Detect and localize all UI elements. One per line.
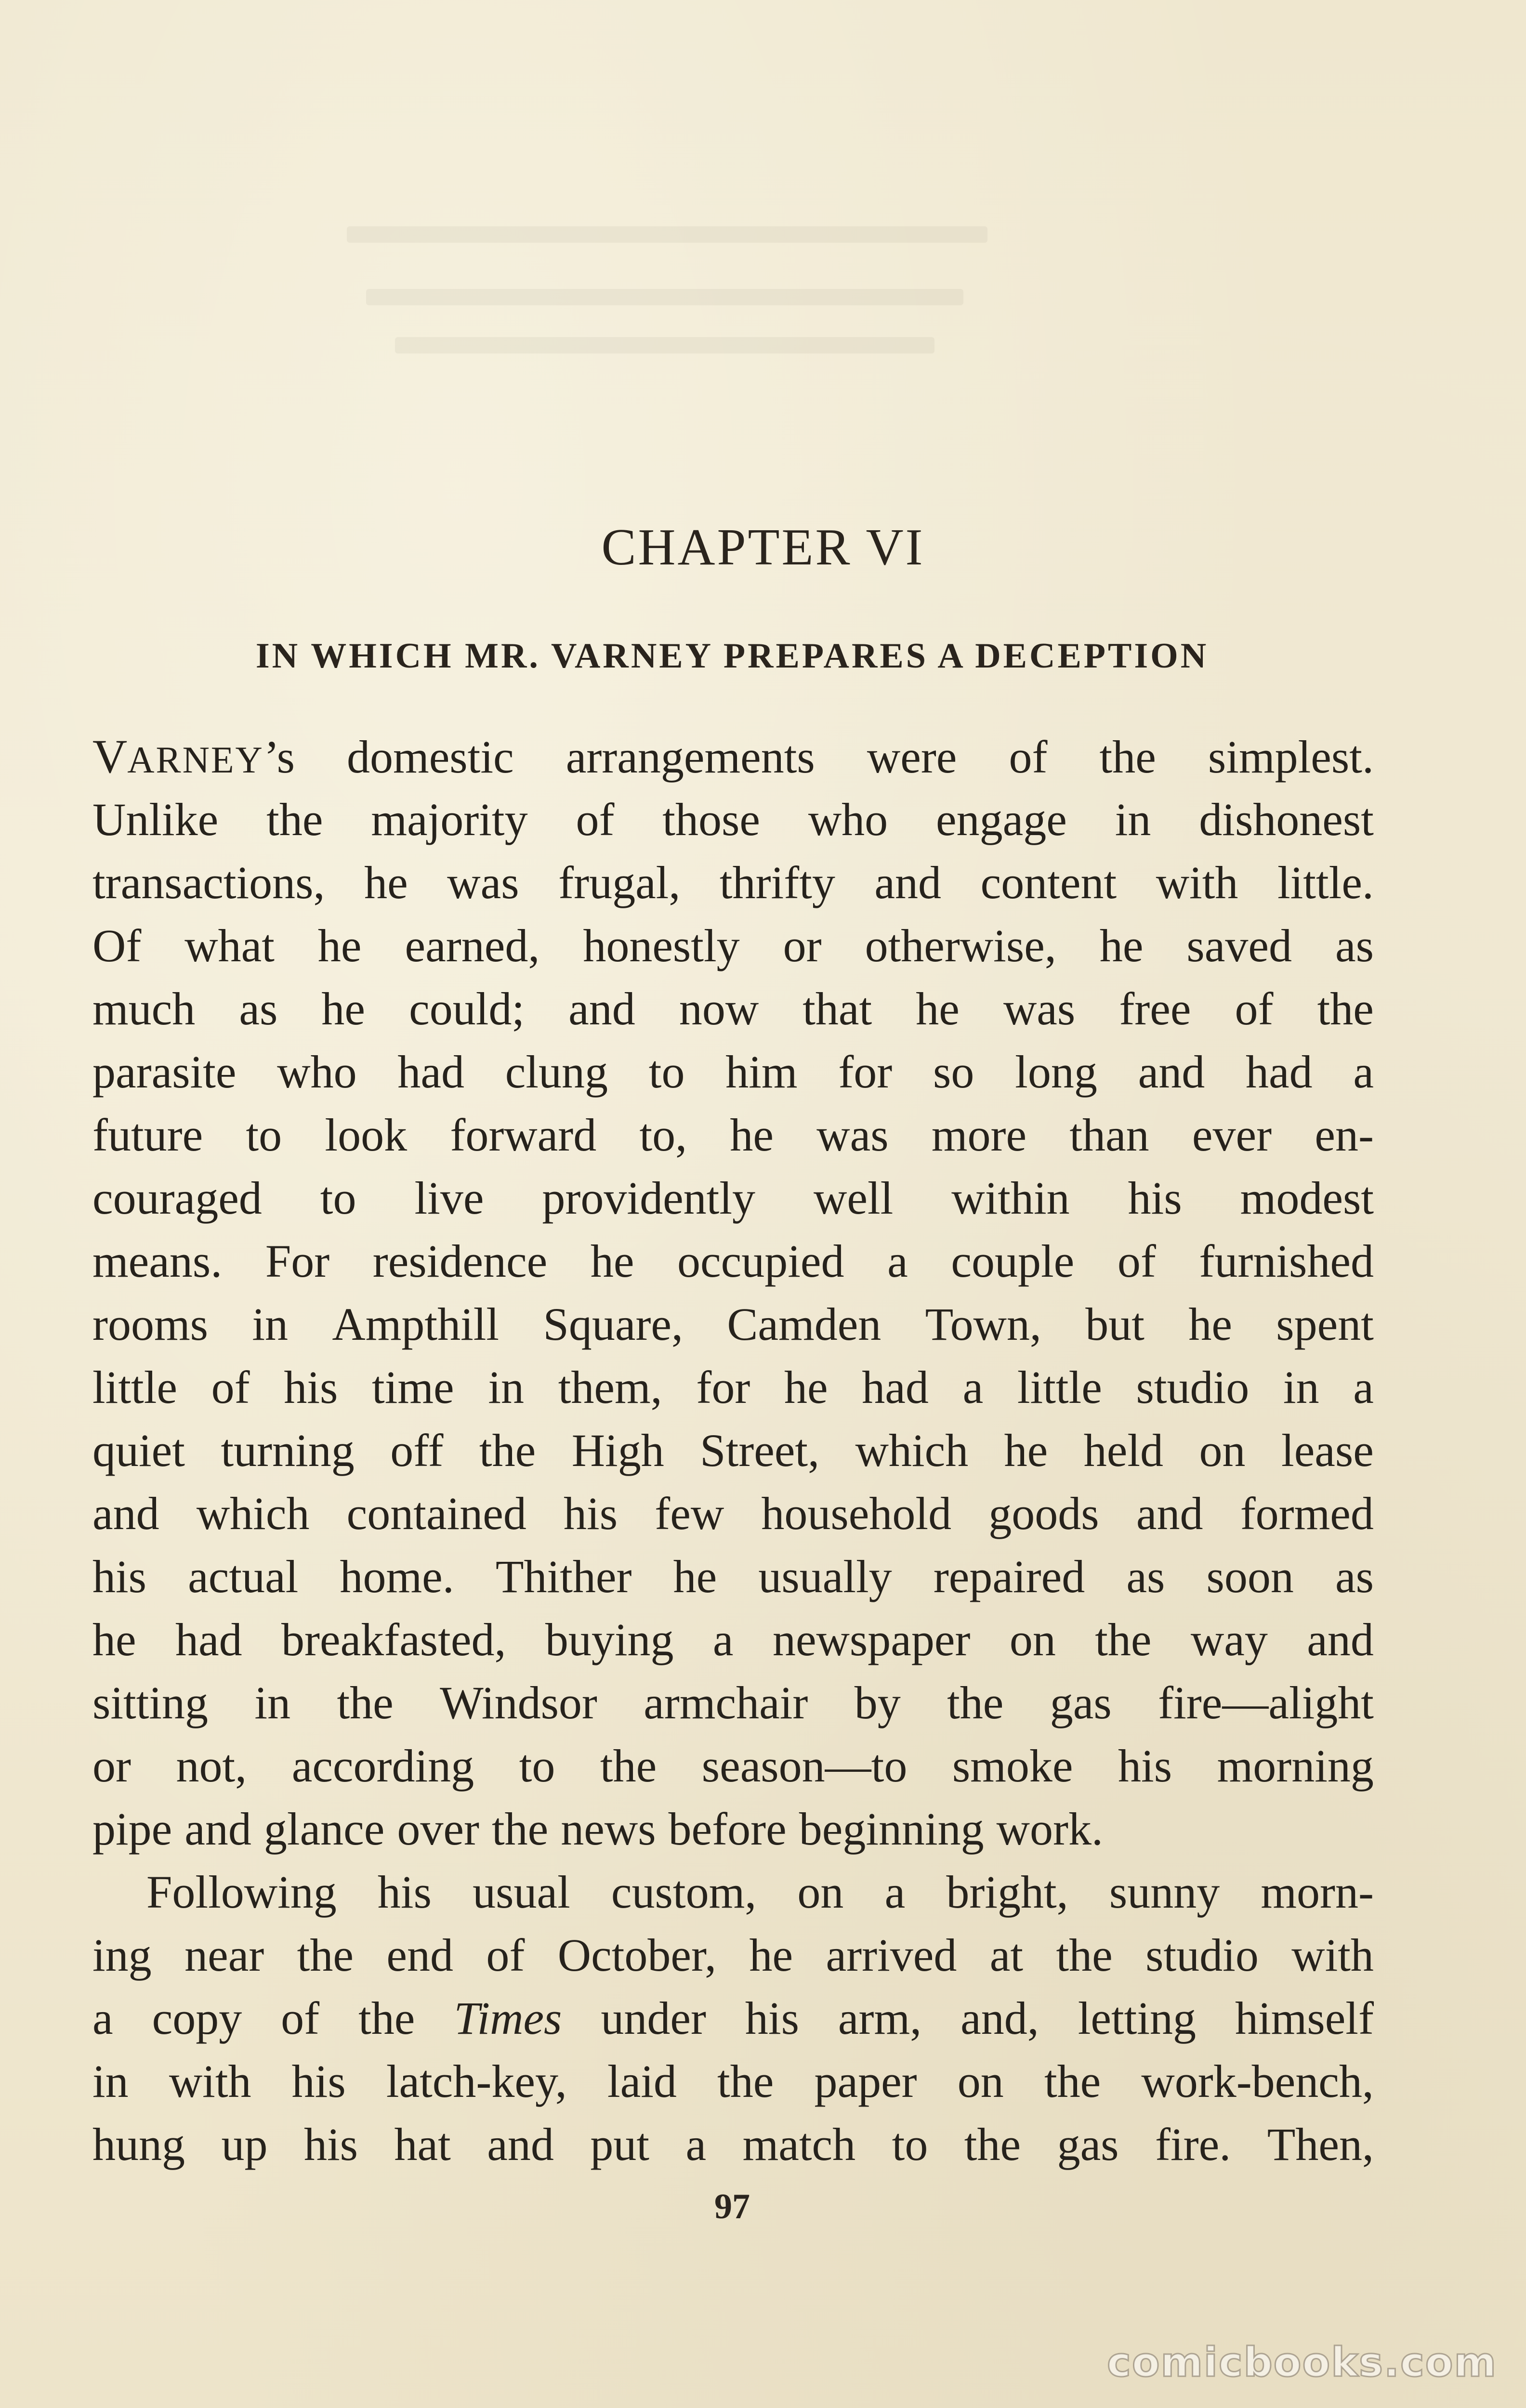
show-through-shadow bbox=[366, 289, 963, 305]
word: up bbox=[221, 2119, 268, 2170]
word: the bbox=[297, 1929, 354, 1981]
word: way bbox=[1190, 1614, 1268, 1665]
word: household bbox=[761, 1488, 952, 1539]
word: as bbox=[1335, 920, 1374, 971]
word: engage bbox=[936, 794, 1067, 845]
word: had bbox=[862, 1361, 929, 1413]
text-line bbox=[92, 914, 1374, 977]
word: morning bbox=[1217, 1740, 1374, 1792]
word: in bbox=[1283, 1361, 1319, 1413]
word: held bbox=[1083, 1425, 1164, 1476]
word: future bbox=[92, 1109, 203, 1161]
word: domestic bbox=[347, 731, 514, 783]
word: Times bbox=[454, 1992, 562, 2044]
word: free bbox=[1119, 983, 1191, 1034]
word: majority bbox=[371, 794, 528, 845]
word: which bbox=[855, 1425, 969, 1476]
word: as bbox=[1335, 1551, 1374, 1602]
word: a bbox=[1353, 1046, 1374, 1098]
word: soon bbox=[1206, 1551, 1294, 1602]
word: Then, bbox=[1267, 2119, 1374, 2170]
word: fire. bbox=[1155, 2119, 1231, 2170]
word: and bbox=[92, 1488, 159, 1539]
word: quiet bbox=[92, 1425, 185, 1476]
word: had bbox=[397, 1046, 464, 1098]
word: and bbox=[1136, 1488, 1203, 1539]
word: the bbox=[491, 1803, 549, 1855]
paragraph bbox=[92, 725, 1374, 1860]
word: of bbox=[281, 1992, 320, 2044]
word: more bbox=[931, 1109, 1027, 1161]
word: and bbox=[487, 2119, 554, 2170]
text-line bbox=[92, 1166, 1374, 1230]
word: on bbox=[797, 1866, 844, 1918]
word: residence bbox=[372, 1235, 548, 1287]
text-line bbox=[92, 725, 1374, 788]
word: and bbox=[1307, 1614, 1374, 1665]
word: thrifty bbox=[719, 857, 835, 908]
word: and bbox=[874, 857, 942, 908]
word: of bbox=[1235, 983, 1274, 1034]
word: with bbox=[1156, 857, 1238, 908]
text-line bbox=[92, 851, 1374, 914]
word: transactions, bbox=[92, 857, 325, 908]
word: he bbox=[92, 1614, 136, 1665]
word: latch-key, bbox=[386, 2055, 567, 2107]
word: on bbox=[957, 2055, 1004, 2107]
text-line bbox=[92, 1924, 1374, 1987]
word: saved bbox=[1186, 920, 1292, 971]
word: to bbox=[892, 2119, 928, 2170]
word: and, bbox=[960, 1992, 1039, 2044]
word: he bbox=[916, 983, 960, 1034]
word: little bbox=[1017, 1361, 1102, 1413]
word: was bbox=[816, 1109, 889, 1161]
word: that bbox=[802, 983, 872, 1034]
word: of bbox=[1009, 731, 1048, 783]
word: smoke bbox=[952, 1740, 1073, 1792]
word: copy bbox=[152, 1992, 242, 2044]
word: he bbox=[321, 983, 366, 1034]
word: long bbox=[1015, 1046, 1097, 1098]
word: spent bbox=[1276, 1298, 1374, 1350]
word: the bbox=[1056, 1929, 1113, 1981]
word: he bbox=[1099, 920, 1144, 971]
text-line bbox=[92, 1103, 1374, 1166]
word: lease bbox=[1281, 1425, 1374, 1476]
word: the bbox=[1317, 983, 1374, 1034]
text-line bbox=[92, 1608, 1374, 1671]
word: he bbox=[1188, 1298, 1232, 1350]
text-line bbox=[92, 1356, 1374, 1419]
word: Ampthill bbox=[332, 1298, 500, 1350]
word: Windsor bbox=[440, 1677, 597, 1728]
word: and bbox=[1138, 1046, 1205, 1098]
word: ing bbox=[92, 1929, 152, 1981]
word: occupied bbox=[677, 1235, 844, 1287]
word: glance bbox=[263, 1803, 385, 1855]
word: arrived bbox=[826, 1929, 957, 1981]
word: at bbox=[989, 1929, 1024, 1981]
word: ever bbox=[1192, 1109, 1272, 1161]
word: armchair bbox=[644, 1677, 808, 1728]
word: the bbox=[266, 794, 323, 845]
word: for bbox=[838, 1046, 893, 1098]
word: frugal, bbox=[558, 857, 681, 908]
word: Square, bbox=[543, 1298, 684, 1350]
word: a bbox=[712, 1614, 734, 1665]
word: otherwise, bbox=[865, 920, 1056, 971]
word: he bbox=[1004, 1425, 1048, 1476]
word: live bbox=[414, 1172, 484, 1224]
word: Town, bbox=[925, 1298, 1041, 1350]
word: to, bbox=[639, 1109, 687, 1161]
text-line bbox=[92, 1797, 1374, 1860]
word: Unlike bbox=[92, 794, 219, 845]
word: what bbox=[184, 920, 275, 971]
word: the bbox=[479, 1425, 536, 1476]
word: over bbox=[397, 1803, 479, 1855]
word: High bbox=[571, 1425, 664, 1476]
word: was bbox=[1003, 983, 1076, 1034]
word: hat bbox=[394, 2119, 451, 2170]
text-line bbox=[92, 1987, 1374, 2050]
text-line bbox=[92, 2050, 1374, 2113]
chapter-subtitle: IN WHICH MR. VARNEY PREPARES A DECEPTION bbox=[255, 636, 1209, 676]
word: buying bbox=[545, 1614, 674, 1665]
word: them, bbox=[558, 1361, 662, 1413]
word: match bbox=[742, 2119, 856, 2170]
word: a bbox=[887, 1235, 908, 1287]
word: couraged bbox=[92, 1172, 262, 1224]
word: him bbox=[725, 1046, 798, 1098]
word: little bbox=[92, 1361, 177, 1413]
word: the bbox=[964, 2119, 1021, 2170]
word: the bbox=[358, 1992, 415, 2044]
word: the bbox=[337, 1677, 394, 1728]
word: as bbox=[1126, 1551, 1165, 1602]
word: pipe bbox=[92, 1803, 172, 1855]
word: his bbox=[284, 1361, 338, 1413]
word: those bbox=[662, 794, 760, 845]
word: in bbox=[252, 1298, 289, 1350]
word: his bbox=[377, 1866, 432, 1918]
text-line bbox=[92, 1040, 1374, 1103]
word: arm, bbox=[838, 1992, 922, 2044]
word: custom, bbox=[611, 1866, 757, 1918]
word: his bbox=[745, 1992, 799, 2044]
word: end bbox=[386, 1929, 453, 1981]
word: little. bbox=[1277, 857, 1374, 908]
word: modest bbox=[1240, 1172, 1374, 1224]
word: or bbox=[92, 1740, 131, 1792]
word: couple bbox=[951, 1235, 1075, 1287]
word: sitting bbox=[92, 1677, 209, 1728]
show-through-shadow bbox=[395, 337, 934, 353]
word: clung bbox=[505, 1046, 608, 1098]
word: as bbox=[239, 983, 278, 1034]
word: a bbox=[685, 2119, 707, 2170]
word: of bbox=[1117, 1235, 1156, 1287]
word: laid bbox=[607, 2055, 677, 2107]
text-line bbox=[92, 1860, 1374, 1924]
word: to bbox=[246, 1109, 282, 1161]
word: and bbox=[568, 983, 635, 1034]
word: in bbox=[254, 1677, 291, 1728]
word: well bbox=[814, 1172, 894, 1224]
word: of bbox=[486, 1929, 525, 1981]
word: his bbox=[1118, 1740, 1172, 1792]
word: studio bbox=[1145, 1929, 1259, 1981]
word: he bbox=[784, 1361, 828, 1413]
word: off bbox=[390, 1425, 444, 1476]
word: for bbox=[696, 1361, 750, 1413]
word: means. bbox=[92, 1235, 223, 1287]
word: the bbox=[600, 1740, 657, 1792]
word: which bbox=[196, 1488, 310, 1539]
text-line bbox=[92, 977, 1374, 1040]
word: formed bbox=[1240, 1488, 1374, 1539]
word: before bbox=[668, 1803, 787, 1855]
word: could; bbox=[409, 983, 525, 1034]
word: himself bbox=[1235, 1992, 1374, 2044]
word: to bbox=[648, 1046, 685, 1098]
word: put bbox=[590, 2119, 650, 2170]
word: letting bbox=[1078, 1992, 1197, 2044]
show-through-shadow bbox=[347, 226, 987, 243]
word: a bbox=[884, 1866, 906, 1918]
word: parasite bbox=[92, 1046, 237, 1098]
word: simplest. bbox=[1208, 731, 1374, 783]
chapter-title: CHAPTER VI bbox=[601, 519, 925, 576]
text-line bbox=[92, 1734, 1374, 1797]
watermark-logo: comicbooks.com bbox=[1107, 2339, 1497, 2386]
word: he bbox=[364, 857, 408, 908]
word: in bbox=[1115, 794, 1151, 845]
text-line bbox=[92, 2113, 1374, 2176]
word: content bbox=[980, 857, 1117, 908]
word: to bbox=[320, 1172, 356, 1224]
word: season—to bbox=[701, 1740, 908, 1792]
word: on bbox=[1199, 1425, 1246, 1476]
word: home. bbox=[340, 1551, 454, 1602]
word: the bbox=[717, 2055, 774, 2107]
word: bright, bbox=[946, 1866, 1068, 1918]
word: Thither bbox=[495, 1551, 632, 1602]
word: who bbox=[277, 1046, 357, 1098]
word: his bbox=[92, 1551, 147, 1602]
word: to bbox=[519, 1740, 555, 1792]
word: his bbox=[291, 2055, 346, 2107]
text-line bbox=[92, 788, 1374, 851]
word: according bbox=[291, 1740, 474, 1792]
text-line bbox=[92, 1230, 1374, 1293]
word: look bbox=[325, 1109, 408, 1161]
word: contained bbox=[346, 1488, 526, 1539]
word: the bbox=[1095, 1614, 1152, 1665]
word: and bbox=[184, 1803, 251, 1855]
word: October, bbox=[557, 1929, 717, 1981]
word: turning bbox=[221, 1425, 355, 1476]
word: within bbox=[951, 1172, 1070, 1224]
word: his bbox=[564, 1488, 618, 1539]
text-line bbox=[92, 1482, 1374, 1545]
word: furnished bbox=[1199, 1235, 1374, 1287]
word: VARNEY’s bbox=[92, 730, 295, 783]
word: news bbox=[561, 1803, 656, 1855]
word: For bbox=[265, 1235, 330, 1287]
word: he bbox=[673, 1551, 717, 1602]
word: morn- bbox=[1261, 1866, 1374, 1918]
word: of bbox=[576, 794, 615, 845]
word: had bbox=[175, 1614, 242, 1665]
word: the bbox=[947, 1677, 1004, 1728]
word: under bbox=[601, 1992, 706, 2044]
word: gas bbox=[1057, 2119, 1119, 2170]
word: was bbox=[447, 857, 519, 908]
word: dishonest bbox=[1199, 794, 1374, 845]
word: so bbox=[933, 1046, 974, 1098]
word: goods bbox=[988, 1488, 1099, 1539]
word: on bbox=[1009, 1614, 1056, 1665]
word: Street, bbox=[700, 1425, 820, 1476]
word: with bbox=[169, 2055, 251, 2107]
word: paper bbox=[814, 2055, 917, 2107]
word: had bbox=[1245, 1046, 1313, 1098]
text-line bbox=[92, 1419, 1374, 1482]
word: breakfasted, bbox=[281, 1614, 506, 1665]
word: he bbox=[749, 1929, 793, 1981]
word: he bbox=[317, 920, 362, 971]
word: gas bbox=[1050, 1677, 1112, 1728]
word: rooms bbox=[92, 1298, 208, 1350]
word: in bbox=[488, 1361, 525, 1413]
word: studio bbox=[1136, 1361, 1250, 1413]
text-line bbox=[92, 1545, 1374, 1608]
page-number: 97 bbox=[714, 2187, 750, 2226]
word: hung bbox=[92, 2119, 185, 2170]
paragraph bbox=[92, 1860, 1374, 2176]
word: earned, bbox=[405, 920, 540, 971]
word: by bbox=[854, 1677, 901, 1728]
word: repaired bbox=[933, 1551, 1085, 1602]
word: usually bbox=[758, 1551, 892, 1602]
word: near bbox=[184, 1929, 264, 1981]
word: Camden bbox=[727, 1298, 881, 1350]
text-line bbox=[92, 1671, 1374, 1734]
word: of bbox=[211, 1361, 250, 1413]
word: work. bbox=[996, 1803, 1103, 1855]
word: sunny bbox=[1109, 1866, 1220, 1918]
body-text bbox=[92, 725, 1374, 2176]
word: he bbox=[730, 1109, 774, 1161]
word: providently bbox=[542, 1172, 756, 1224]
word: newspaper bbox=[772, 1614, 971, 1665]
word: Of bbox=[92, 920, 142, 971]
word: actual bbox=[188, 1551, 299, 1602]
word: he bbox=[590, 1235, 634, 1287]
word: a bbox=[962, 1361, 984, 1413]
word: usual bbox=[473, 1866, 570, 1918]
word: arrangements bbox=[566, 731, 815, 783]
word: his bbox=[1128, 1172, 1182, 1224]
word: forward bbox=[450, 1109, 597, 1161]
word: honestly bbox=[583, 920, 740, 971]
word: in bbox=[92, 2055, 129, 2107]
word: few bbox=[655, 1488, 724, 1539]
word: work-bench, bbox=[1141, 2055, 1374, 2107]
word: who bbox=[808, 794, 888, 845]
word: en- bbox=[1315, 1109, 1374, 1161]
word: his bbox=[303, 2119, 358, 2170]
word: a bbox=[1353, 1361, 1374, 1413]
word: now bbox=[679, 983, 759, 1034]
word: beginning bbox=[799, 1803, 984, 1855]
text-line bbox=[92, 1293, 1374, 1356]
word: were bbox=[867, 731, 957, 783]
word: but bbox=[1085, 1298, 1144, 1350]
word: the bbox=[1099, 731, 1156, 783]
word: much bbox=[92, 983, 196, 1034]
word: fire—alight bbox=[1158, 1677, 1374, 1728]
word: not, bbox=[176, 1740, 247, 1792]
word: than bbox=[1069, 1109, 1149, 1161]
word: Following bbox=[146, 1866, 337, 1918]
word: or bbox=[783, 920, 822, 971]
word: the bbox=[1044, 2055, 1101, 2107]
word: a bbox=[92, 1992, 113, 2044]
word: with bbox=[1291, 1929, 1374, 1981]
word: time bbox=[372, 1361, 454, 1413]
